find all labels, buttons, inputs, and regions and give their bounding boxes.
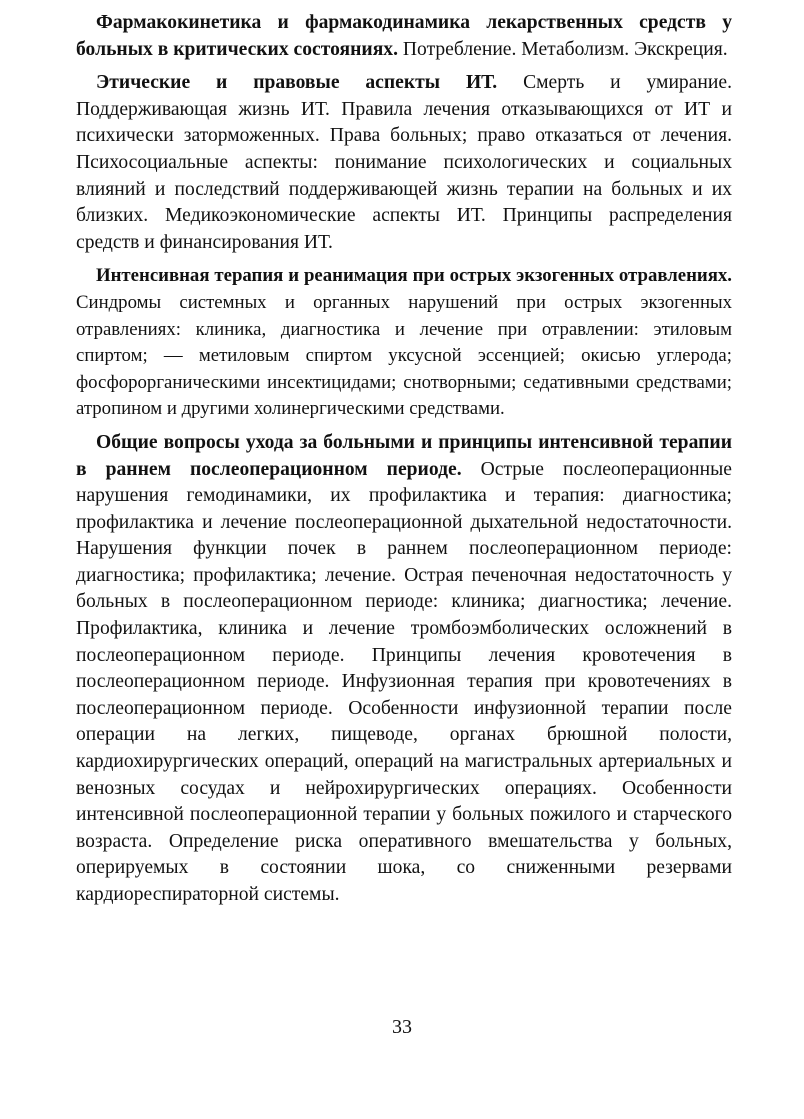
page-number: 33: [392, 1016, 412, 1038]
paragraph-poisoning: [76, 263, 732, 423]
paragraph-ethics: [76, 70, 732, 256]
paragraph-heading: Фармакокинетика и фармакодинамика лекарственных средств у больных в критических состояниях.: [76, 12, 732, 60]
paragraph-text: Синдромы системных и органных нарушений при острых экзогенных отравлениях: клиника, диагностика и лечение при отравлении: этиловым спиртом; — метиловым спиртом уксусной эссенцией; окисью углерода; фосфорорганическими инсектицидами; снотворными; седативными средствами; атропином и другими холинергическими средствами.: [76, 291, 732, 420]
page-body: [76, 10, 732, 916]
paragraph-text: Потребление. Метаболизм. Экскреция.: [398, 38, 728, 60]
paragraph-heading: Интенсивная терапия и реанимация при острых экзогенных отравлениях.: [96, 265, 732, 287]
paragraph-heading: Общие вопросы ухода за больными и принципы интенсивной терапии в раннем послеоперационном периоде.: [76, 431, 732, 480]
paragraph-pharmacokinetics: [76, 10, 732, 63]
paragraph-text: Острые послеоперационные нарушения гемодинамики, их профилактика и терапия: диагностика; профилактика и лечение послеоперационной дыхательной недостаточности. Нарушения функции почек в раннем послеоперационном периоде: диагностика; профилактика; лечение. Острая печеночная недостаточность у больных в послеоперационном периоде: клиника; диагностика; лечение. Профилактика, клиника и лечение тромбоэмболических осложнений в послеоперационном периоде. Принципы лечения кровотечения в послеоперационном периоде. Инфузионная терапия при кровотечениях в послеоперационном периоде. Особенности инфузионной терапии после операции на легких, пищеводе, органах брюшной полости, кардиохирургических операций, операций на магистральных артериальных и венозных сосудах и нейрохирургических операциях. Особенности интенсивной послеоперационной терапии у больных пожилого и старческого возраста. Определение риска оперативного вмешательства у больных, оперируемых в состоянии шока, со сниженными резервами кардиореспираторной системы.: [76, 458, 732, 905]
paragraph-text: Смерть и умирание. Поддерживающая жизнь ИТ. Правила лечения отказывающихся от ИТ и психически заторможенных. Права больных; право отказаться от лечения. Психосоциальные аспекты: понимание психологических и социальных влияний и последствий поддерживающей жизнь терапии на больных и их близких. Медикоэкономические аспекты ИТ. Принципы распределения средств и финансирования ИТ.: [76, 72, 732, 253]
paragraph-postoperative: [76, 430, 732, 909]
paragraph-heading: Этические и правовые аспекты ИТ.: [96, 72, 498, 94]
